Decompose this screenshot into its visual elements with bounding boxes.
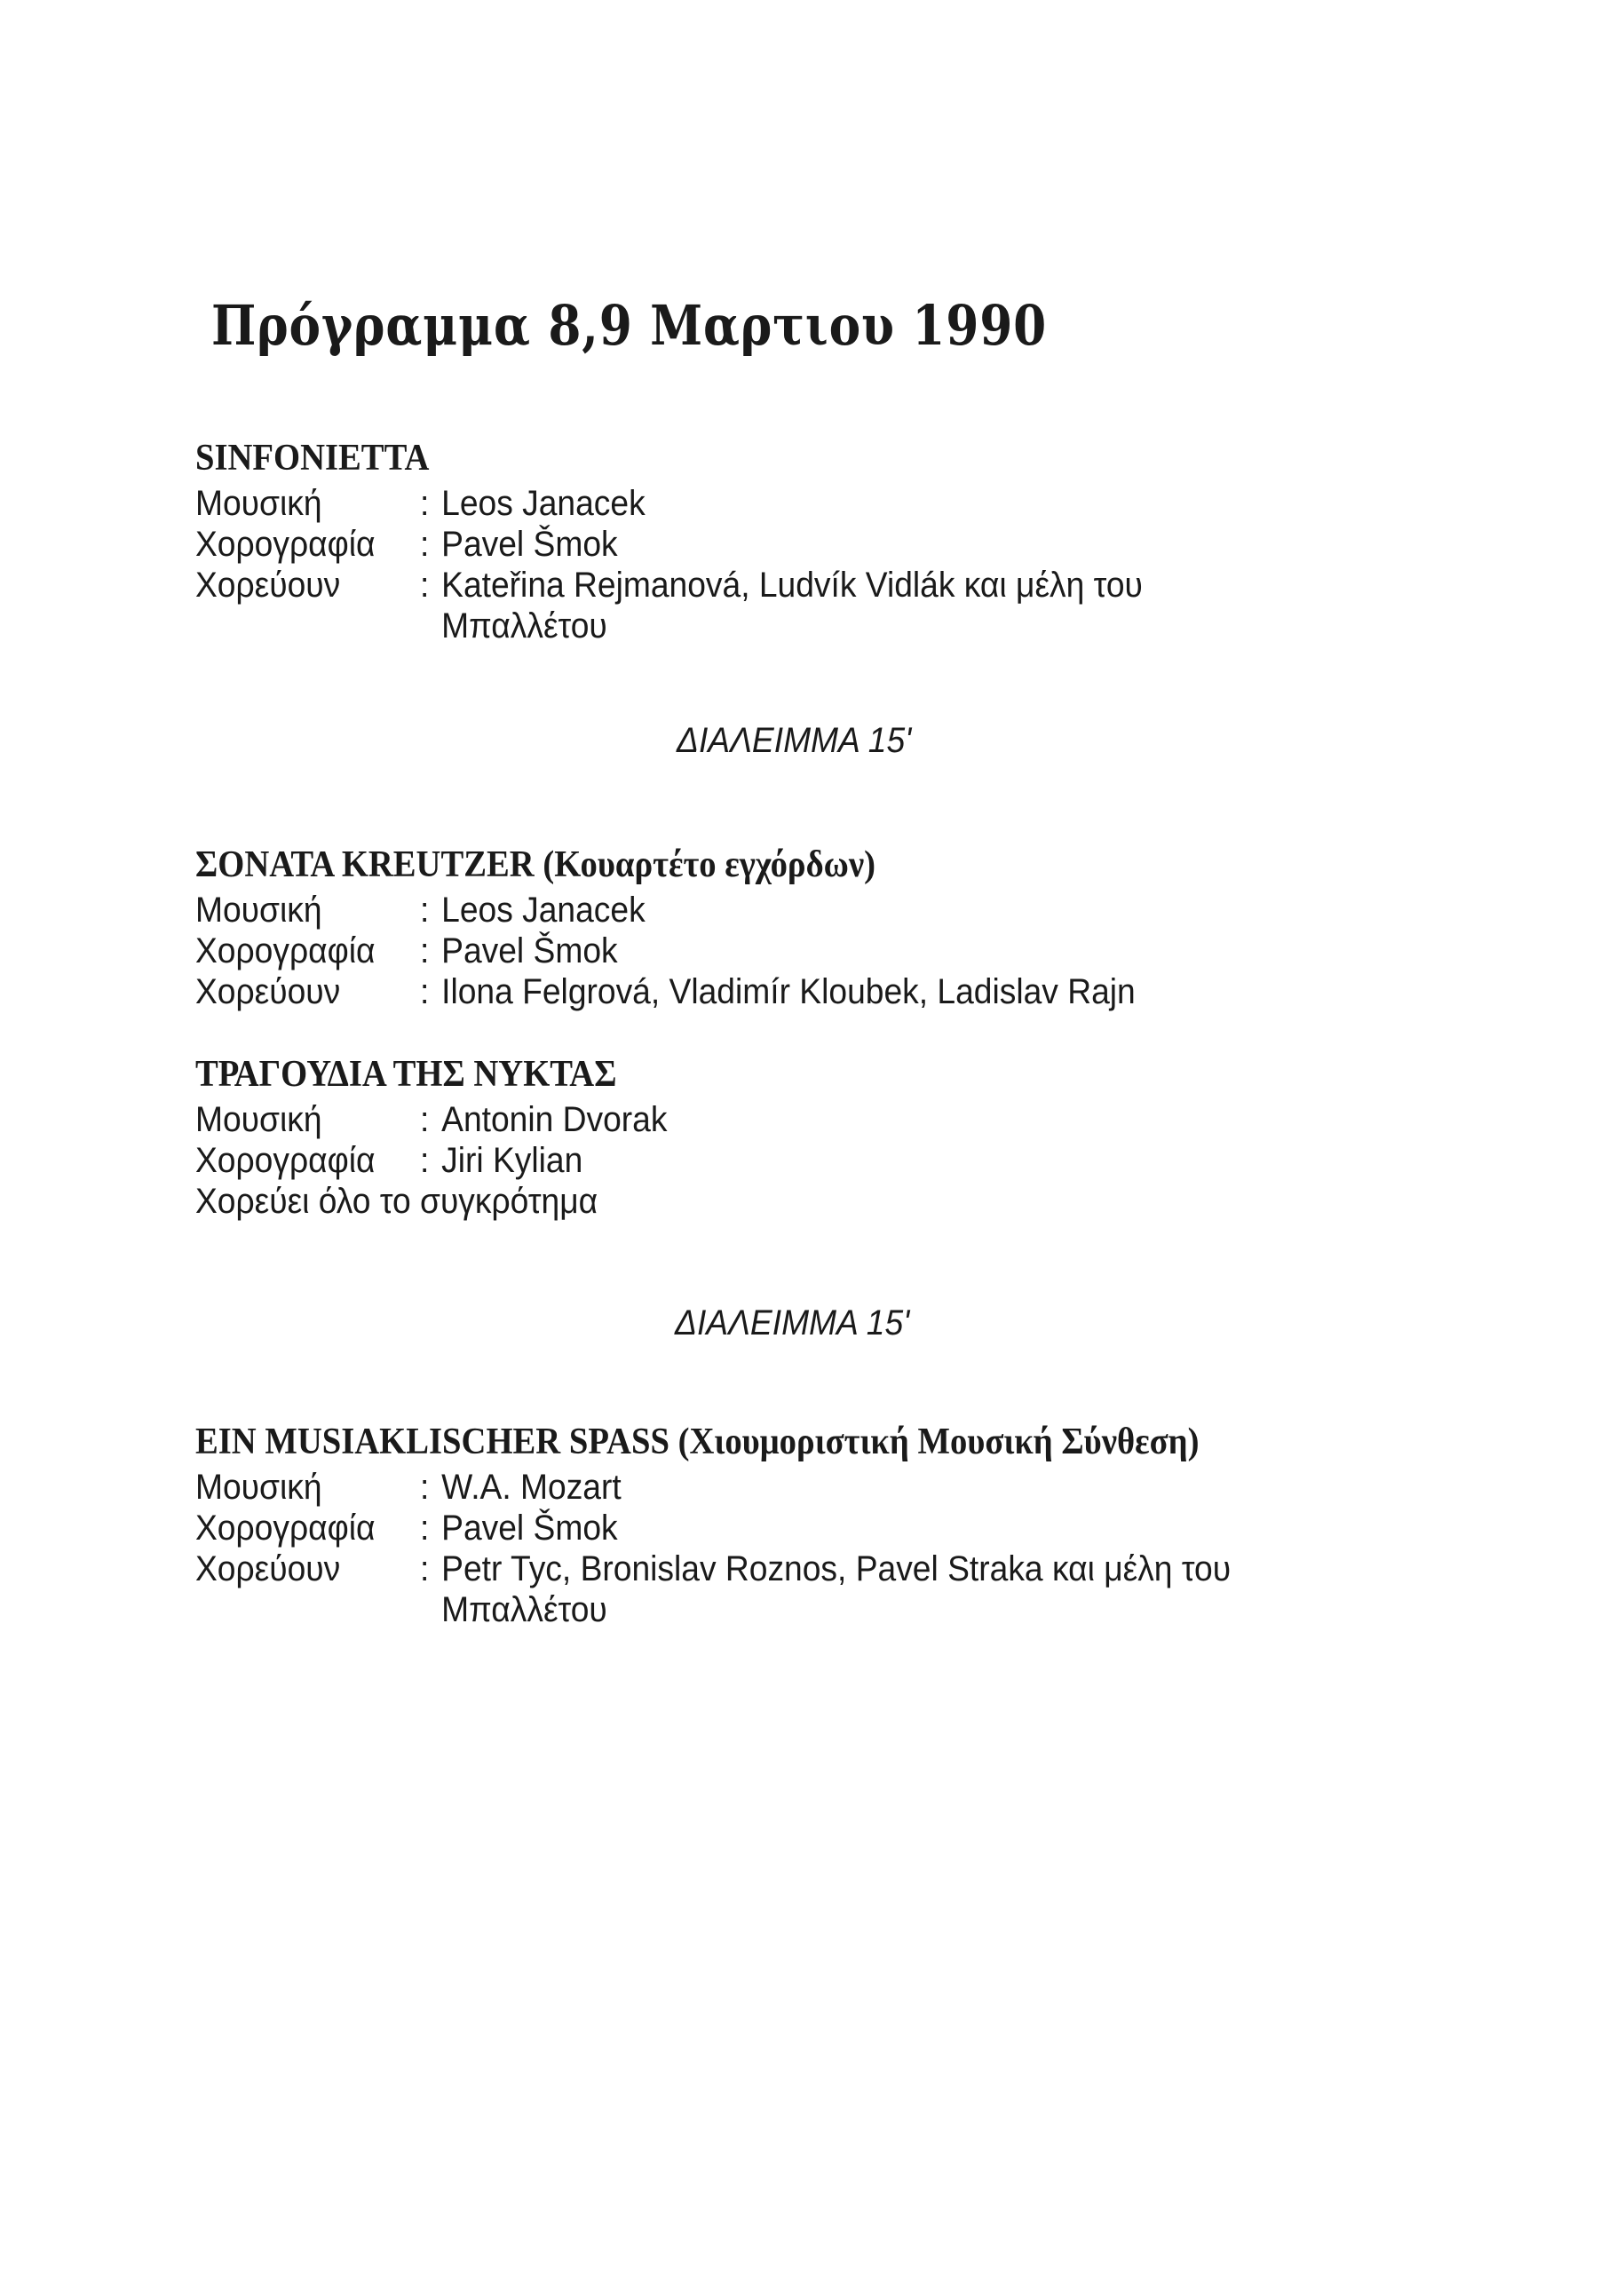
dancers-row [195,565,1143,606]
composer: Antonin Dvorak [441,1100,668,1139]
program-item-musical-joke [195,1421,1309,1630]
choreography-label: Χορογραφία [195,1509,376,1548]
intermission-2: ΔΙΑΛΕΙΜΜΑ 15' [675,1303,910,1342]
colon: : [419,1141,430,1180]
choreographer: Jiri Kylian [441,1141,583,1180]
colon: : [419,972,430,1011]
page-title: Πρόγραμμα 8,9 Μαρτιου 1990 [211,293,1048,358]
dancers-continued: Μπαλλέτου [441,606,607,645]
choreography-row [195,1508,1231,1548]
choreographer: Pavel Šmok [441,931,618,970]
colon: : [419,484,430,523]
music-label: Μουσική [195,1468,322,1507]
choreographer: Pavel Šmok [441,1509,618,1548]
colon: : [419,891,430,930]
choreography-label: Χορογραφία [195,931,376,970]
item-title: ΤΡΑΓΟΥΔΙΑ ΤΗΣ ΝΥΚΤΑΣ [195,1054,617,1095]
item-title-main: ΣΟΝΑΤΑ KREUTZER [195,844,535,885]
item-subtitle: (Χιουμοριστική Μουσική Σύνθεση) [677,1422,1200,1462]
program-item-songs-of-the-night [195,1053,702,1222]
intermission-1: ΔΙΑΛΕΙΜΜΑ 15' [677,721,912,760]
music-label: Μουσική [195,891,322,930]
colon: : [419,1468,430,1507]
dancers: Ilona Felgrová, Vladimír Kloubek, Ladislav Rajn [441,972,1136,1011]
music-row [195,890,1136,931]
colon: : [419,1549,430,1588]
music-row [195,1099,667,1140]
item-subtitle: (Κουαρτέτο εγχόρδων) [543,844,876,885]
dancers-label: Χορεύουν [195,566,341,605]
item-title [195,1421,1220,1463]
dancers-continued: Μπαλλέτου [441,1590,607,1629]
item-title [195,843,1125,886]
choreography-label: Χορογραφία [195,525,376,564]
choreography-row [195,524,1143,565]
choreography-row [195,1140,667,1181]
colon: : [419,1100,430,1139]
music-label: Μουσική [195,1100,322,1139]
item-title: SINFONIETTA [195,438,430,479]
dancers-row [195,971,1136,1012]
choreographer: Pavel Šmok [441,525,618,564]
dancers-label: Χορεύουν [195,972,341,1011]
dancers-label: Χορεύουν [195,1549,341,1588]
colon: : [419,566,430,605]
music-row [195,1467,1231,1508]
composer: Leos Janacek [441,484,646,523]
colon: : [419,931,430,970]
colon: : [419,525,430,564]
music-label: Μουσική [195,484,322,523]
composer: Leos Janacek [441,891,646,930]
dancers: Petr Tyc, Bronislav Roznos, Pavel Straka και μέλη του [441,1549,1232,1588]
colon: : [419,1509,430,1548]
item-title-main: EIN MUSIAKLISCHER SPASS [195,1422,669,1462]
composer: W.A. Mozart [441,1468,622,1507]
ensemble-note: Χορεύει όλο το συγκρότημα [195,1182,598,1221]
dancers-row [195,1548,1231,1589]
music-row [195,483,1143,524]
program-item-sonata-kreutzer [195,843,1206,1012]
program-item-sinfonietta [195,437,1214,646]
choreography-row [195,931,1136,971]
dancers: Kateřina Rejmanová, Ludvík Vidlák και μέλη του [441,566,1143,605]
choreography-label: Χορογραφία [195,1141,376,1180]
